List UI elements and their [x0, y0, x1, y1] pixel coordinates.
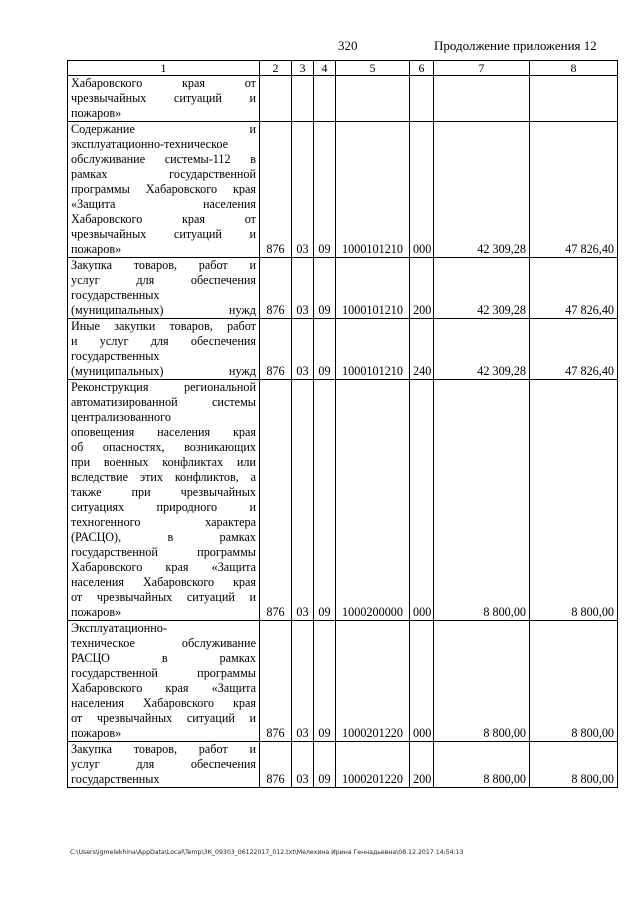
name-line: (муниципальных) нужд — [71, 364, 256, 378]
budget-table — [67, 60, 618, 788]
department-code — [260, 76, 292, 122]
expense-type-code: 000 — [410, 621, 434, 742]
name-line: эксплуатационно-техническое — [71, 137, 229, 151]
name-line: и услуг для обеспечения — [71, 334, 256, 348]
table-row — [68, 76, 618, 122]
name-line: государственных — [71, 772, 160, 786]
department-code: 876 — [260, 122, 292, 258]
column-header: 4 — [314, 61, 336, 76]
subsection-code: 09 — [314, 319, 336, 380]
column-header: 2 — [260, 61, 292, 76]
name-line: населения Хабаровского края — [71, 696, 256, 710]
section-code: 03 — [292, 621, 314, 742]
section-code — [292, 76, 314, 122]
expense-type-code: 200 — [410, 258, 434, 319]
table-row — [68, 380, 618, 621]
expense-type-code — [410, 76, 434, 122]
name-line: государственных — [71, 288, 160, 302]
name-line: обслуживание системы-112 в — [71, 152, 256, 166]
name-line: РАСЦО в рамках — [71, 651, 256, 665]
amount-year-2 — [530, 76, 618, 122]
expense-item-name — [68, 742, 260, 788]
expense-item-name — [68, 258, 260, 319]
section-code: 03 — [292, 122, 314, 258]
name-line: Иные закупки товаров, работ — [71, 319, 256, 333]
name-line: услуг для обеспечения — [71, 757, 256, 771]
file-path-footer: C:\Users\igmelekhina\AppData\Local\Temp\ЗК_09303_06122017_012.txt\Мелехина Ирина Геннадьевна\08.12.2017 14:54:13 — [70, 849, 464, 856]
department-code: 876 — [260, 258, 292, 319]
column-header: 5 — [336, 61, 410, 76]
subsection-code: 09 — [314, 742, 336, 788]
amount-year-2: 47 826,40 — [530, 319, 618, 380]
amount-year-1: 42 309,28 — [434, 122, 530, 258]
expense-item-name — [68, 319, 260, 380]
amount-year-1: 8 800,00 — [434, 621, 530, 742]
column-header: 7 — [434, 61, 530, 76]
name-line: от чрезвычайных ситуаций и — [71, 590, 256, 604]
section-code: 03 — [292, 258, 314, 319]
name-line: пожаров» — [71, 106, 122, 120]
name-line: государственных — [71, 349, 160, 363]
department-code: 876 — [260, 380, 292, 621]
column-number-row — [68, 61, 618, 76]
target-article-code: 1000201220 — [336, 621, 410, 742]
department-code: 876 — [260, 742, 292, 788]
column-header: 3 — [292, 61, 314, 76]
amount-year-2: 8 800,00 — [530, 621, 618, 742]
name-line: Закупка товаров, работ и — [71, 258, 256, 272]
name-line: вследствие этих конфликтов, а — [71, 470, 256, 484]
table-row — [68, 319, 618, 380]
subsection-code: 09 — [314, 258, 336, 319]
expense-item-name — [68, 380, 260, 621]
name-line: Содержание и — [71, 122, 256, 136]
name-line: централизованного — [71, 410, 171, 424]
table-row — [68, 621, 618, 742]
name-line: Хабаровского края «Защита — [71, 560, 256, 574]
target-article-code: 1000201220 — [336, 742, 410, 788]
name-line: государственной программы — [71, 545, 256, 559]
name-line: пожаров» — [71, 605, 122, 619]
expense-type-code: 240 — [410, 319, 434, 380]
amount-year-1 — [434, 76, 530, 122]
target-article-code — [336, 76, 410, 122]
column-header: 1 — [68, 61, 260, 76]
expense-item-name — [68, 76, 260, 122]
name-line: (РАСЦО), в рамках — [71, 530, 256, 544]
page-number: 320 — [338, 38, 358, 53]
department-code: 876 — [260, 621, 292, 742]
name-line: Закупка товаров, работ и — [71, 742, 256, 756]
name-line: рамках государственной — [71, 167, 256, 181]
appendix-caption: Продолжение приложения 12 — [434, 38, 597, 53]
expense-type-code: 000 — [410, 122, 434, 258]
name-line: при военных конфликтах или — [71, 455, 256, 469]
name-line: ситуациях природного и — [71, 500, 256, 514]
name-line: Хабаровского края от — [71, 76, 256, 90]
amount-year-2: 47 826,40 — [530, 122, 618, 258]
name-line: Реконструкция региональной — [71, 380, 256, 394]
column-header: 6 — [410, 61, 434, 76]
expense-type-code: 200 — [410, 742, 434, 788]
table-row — [68, 122, 618, 258]
name-line: государственной программы — [71, 666, 256, 680]
amount-year-2: 8 800,00 — [530, 380, 618, 621]
amount-year-1: 42 309,28 — [434, 258, 530, 319]
name-line: оповещения населения края — [71, 425, 256, 439]
expense-item-name — [68, 621, 260, 742]
name-line: программы Хабаровского края — [71, 182, 256, 196]
section-code: 03 — [292, 319, 314, 380]
subsection-code: 09 — [314, 621, 336, 742]
name-line: автоматизированной системы — [71, 395, 256, 409]
name-line: техническое обслуживание — [71, 636, 256, 650]
subsection-code: 09 — [314, 380, 336, 621]
name-line: чрезвычайных ситуаций и — [71, 227, 256, 241]
table-row — [68, 258, 618, 319]
section-code: 03 — [292, 742, 314, 788]
target-article-code: 1000101210 — [336, 122, 410, 258]
expense-item-name — [68, 122, 260, 258]
amount-year-2: 8 800,00 — [530, 742, 618, 788]
name-line: также при чрезвычайных — [71, 485, 256, 499]
amount-year-1: 8 800,00 — [434, 380, 530, 621]
table-body — [68, 76, 618, 788]
amount-year-2: 47 826,40 — [530, 258, 618, 319]
subsection-code: 09 — [314, 122, 336, 258]
section-code: 03 — [292, 380, 314, 621]
name-line: населения Хабаровского края — [71, 575, 256, 589]
subsection-code — [314, 76, 336, 122]
name-line: Хабаровского края «Защита — [71, 681, 256, 695]
expense-type-code: 000 — [410, 380, 434, 621]
name-line: Эксплуатационно- — [71, 621, 167, 635]
name-line: техногенного характера — [71, 515, 256, 529]
target-article-code: 1000200000 — [336, 380, 410, 621]
name-line: Хабаровского края от — [71, 212, 256, 226]
column-header: 8 — [530, 61, 618, 76]
name-line: чрезвычайных ситуаций и — [71, 91, 256, 105]
target-article-code: 1000101210 — [336, 319, 410, 380]
amount-year-1: 8 800,00 — [434, 742, 530, 788]
amount-year-1: 42 309,28 — [434, 319, 530, 380]
name-line: «Защита населения — [71, 197, 256, 211]
name-line: пожаров» — [71, 726, 122, 740]
name-line: (муниципальных) нужд — [71, 303, 256, 317]
table-row — [68, 742, 618, 788]
name-line: пожаров» — [71, 242, 122, 256]
target-article-code: 1000101210 — [336, 258, 410, 319]
name-line: об опасностях, возникающих — [71, 440, 256, 454]
name-line: от чрезвычайных ситуаций и — [71, 711, 256, 725]
department-code: 876 — [260, 319, 292, 380]
name-line: услуг для обеспечения — [71, 273, 256, 287]
